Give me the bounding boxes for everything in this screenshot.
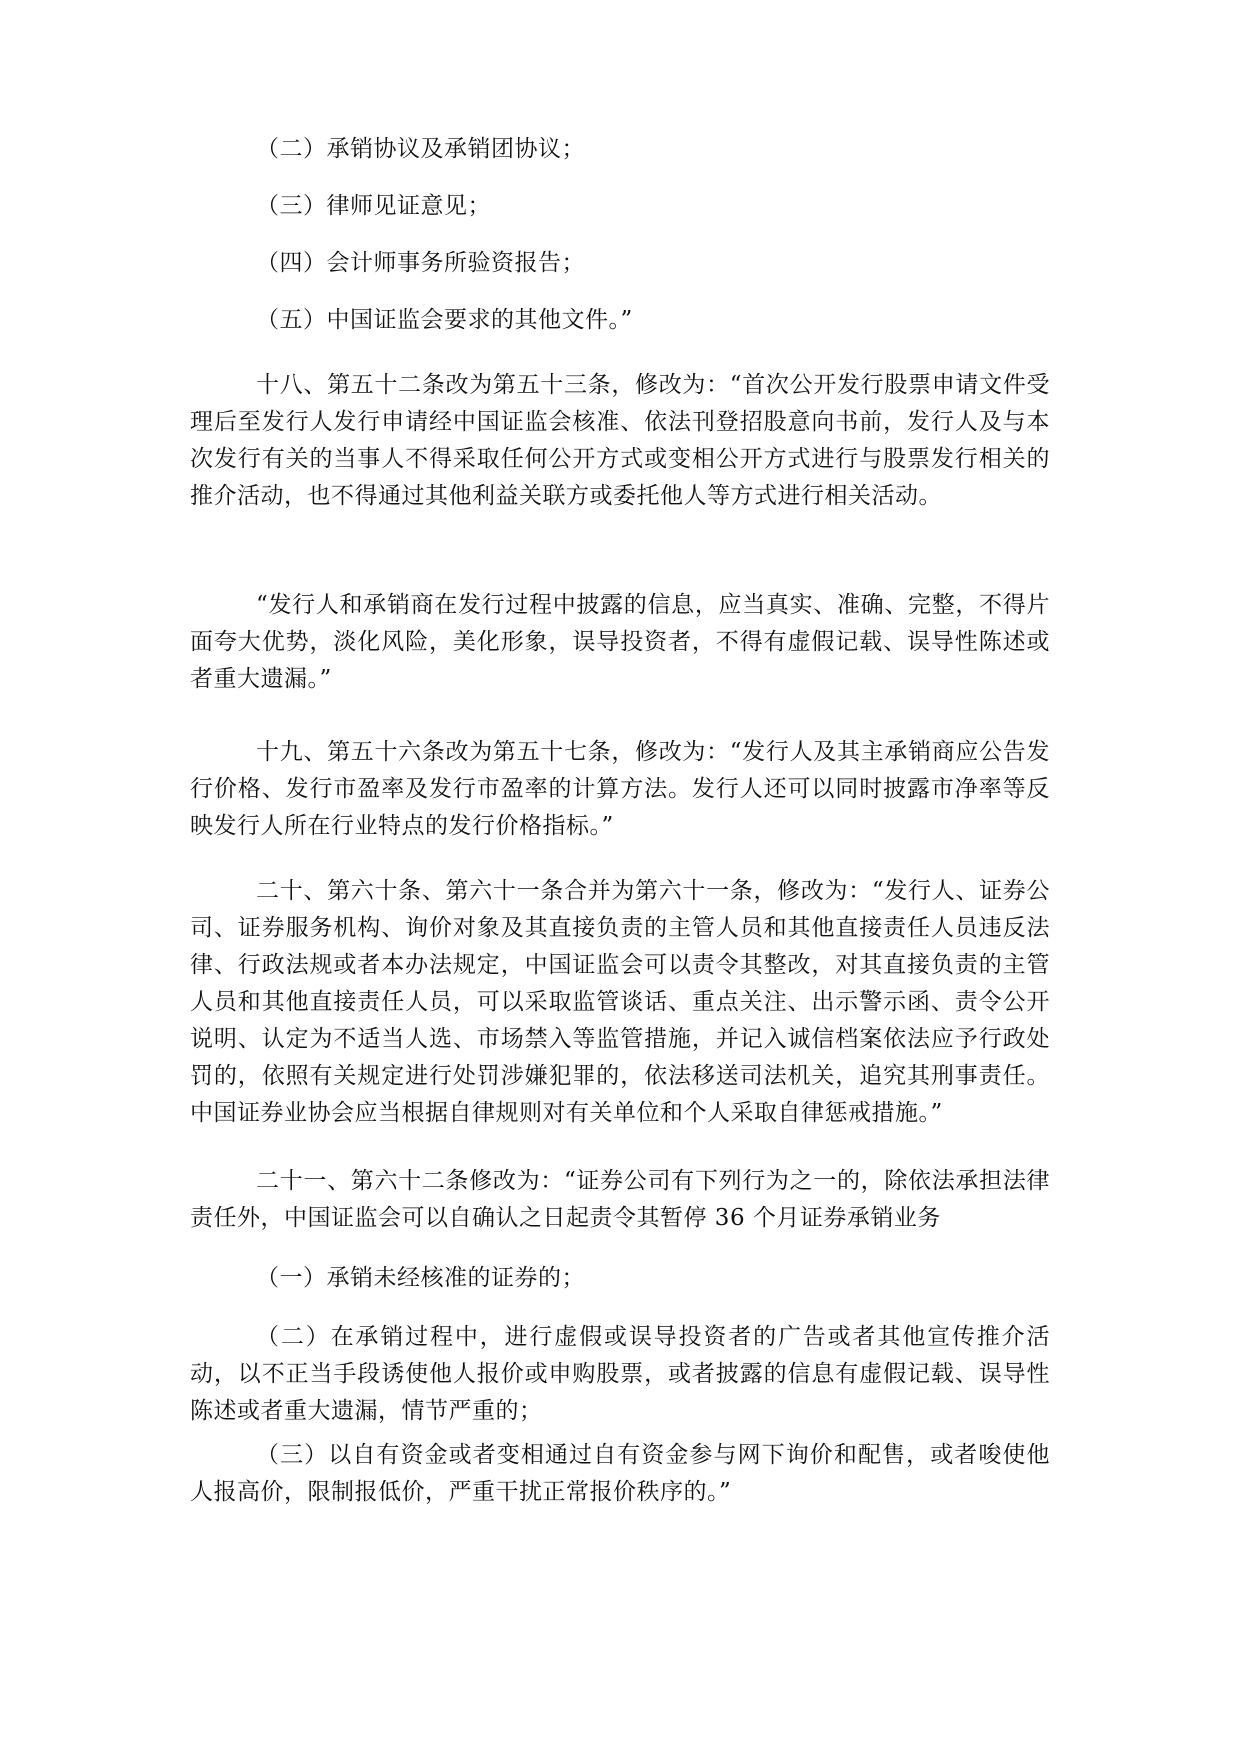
paragraph-article-19: 十九、第五十六条改为第五十七条，修改为：“发行人及其主承销商应公告发行价格、发行市盈率及发行市盈率的计算方法。发行人还可以同时披露市净率等反映发行人所在行业特点的发行价格指标。” [190,739,1050,839]
paragraph-item-4-accountant: （四）会计师事务所验资报告； [256,250,585,276]
paragraph-article-18: 十八、第五十二条改为第五十三条，修改为：“首次公开发行股票申请文件受理后至发行人发行申请经中国证监会核准、依法刊登招股意向书前，发行人及与本次发行有关的当事人不得采取任何公开方式或变相公开方式进行与股票发行相关的推介活动，也不得通过其他利益关联方或委托他人等方式进行相关活动。 [190,372,1050,509]
paragraph-item-5-other-files: （五）中国证监会要求的其他文件。” [256,307,633,333]
paragraph-article-18-quote: “发行人和承销商在发行过程中披露的信息，应当真实、准确、完整，不得片面夸大优势，淡化风险，美化形象，误导投资者，不得有虚假记载、误导性陈述或者重大遗漏。” [190,592,1050,692]
paragraph-item-3-lawyer: （三）律师见证意见； [256,193,491,219]
paragraph-article-21-item-3: （三）以自有资金或者变相通过自有资金参与网下询价和配售，或者唆使他人报高价，限制报低价，严重干扰正常报价秩序的。” [190,1442,1050,1505]
paragraph-article-21: 二十一、第六十二条修改为：“证券公司有下列行为之一的，除依法承担法律责任外，中国证监会可以自确认之日起责令其暂停 36 个月证券承销业务 [190,1168,1050,1231]
paragraph-article-21-item-2: （二）在承销过程中，进行虚假或误导投资者的广告或者其他宣传推介活动，以不正当手段诱使他人报价或申购股票，或者披露的信息有虚假记载、误导性陈述或者重大遗漏，情节严重的； [190,1324,1050,1424]
paragraph-article-21-item-1: （一）承销未经核准的证券的； [256,1265,585,1291]
paragraph-item-2-agreement: （二）承销协议及承销团协议； [256,136,585,162]
paragraph-article-20: 二十、第六十条、第六十一条合并为第六十一条，修改为：“发行人、证券公司、证券服务机构、询价对象及其直接负责的主管人员和其他直接责任人员违反法律、行政法规或者本办法规定，中国证监会可以责令其整改，对其直接负责的主管人员和其他直接责任人员，可以采取监管谈话、重点关注、出示警示函、责令公开说明、认定为不适当人选、市场禁入等监管措施，并记入诚信档案依法应予行政处罚的，依照有关规定进行处罚涉嫌犯罪的，依法移送司法机关，追究其刑事责任。中国证券业协会应当根据自律规则对有关单位和个人采取自律惩戒措施。” [190,878,1050,1126]
